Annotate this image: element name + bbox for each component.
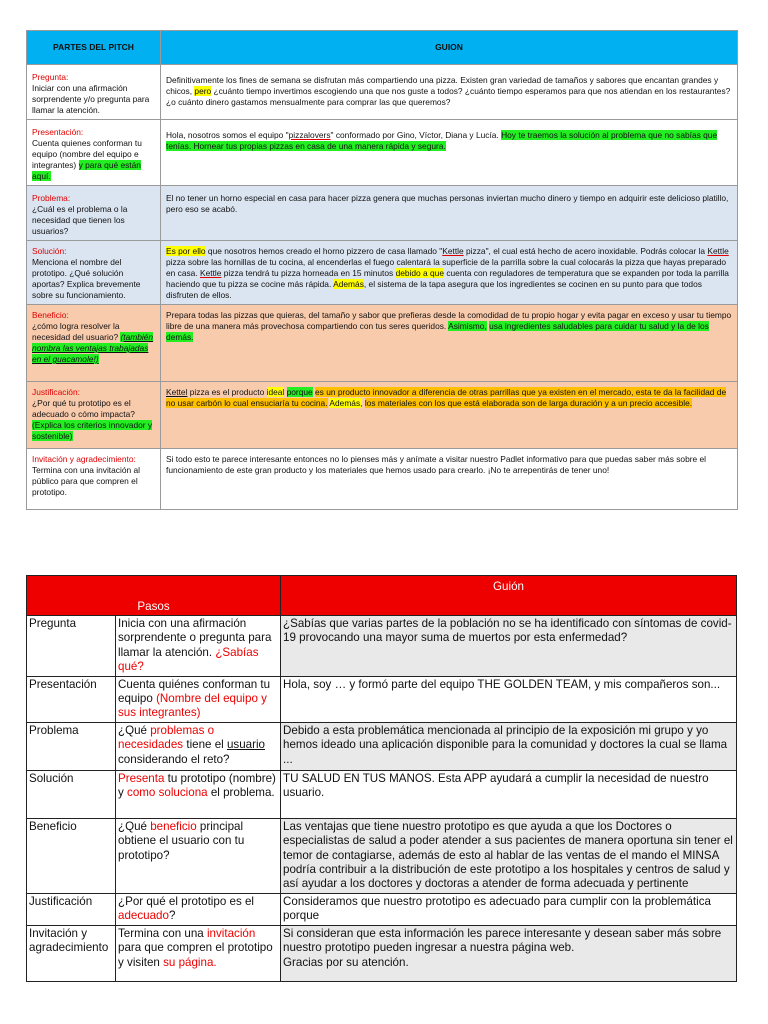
step-desc: tu prototipo (nombre) y (118, 771, 276, 800)
part-title: Invitación y agradecimiento: (32, 454, 136, 464)
table-row (27, 925, 737, 981)
part-desc-highlight: (también nombra las ventajas trabajadas en el guacamole!) (32, 332, 154, 364)
part-title: Presentación: (32, 127, 84, 137)
step-desc-cell (116, 818, 281, 893)
step-desc: ¿Por qué el prototipo es el (118, 894, 254, 908)
part-cell (27, 65, 161, 120)
step-desc: Cuenta quiénes conforman tu equipo (118, 677, 271, 706)
guion-text: pizza sobre las hornillas de tu cocina, al encenderlas el fuego calentará la superficie de la parrilla sobre la cual colocarás la pizza que hayas preparado en casa. (166, 257, 727, 278)
guion-cell (161, 120, 738, 186)
guion-cell: Debido a esta problemática mencionada al principio de la exposición mi grupo y yo hemos ideado una aplicación disponible para la comunidad y doctores la cual se llama ... (281, 722, 737, 770)
table-row (27, 305, 738, 382)
guion-text: pizza tendrá tu pizza horneada en 15 minutos (223, 268, 394, 278)
guion-cell (161, 305, 738, 382)
guion-underlined: Kettle (707, 246, 729, 256)
step-desc-red: ¿Sabías qué? (118, 645, 259, 674)
guion-text: Hola, nosotros somos el equipo " (166, 130, 289, 140)
step-desc-red: como soluciona (127, 786, 208, 800)
part-title: Beneficio: (32, 310, 69, 320)
guion-text: Definitivamente los fines de semana se disfrutan más compartiendo una pizza. Existen gran variedad de tamaños y sabores que encantan grandes y chicos, (166, 75, 719, 96)
step-desc: considerando el reto? (118, 752, 230, 766)
table-row (27, 382, 738, 449)
part-desc: ¿cómo logra resolver la necesidad del usuario? (32, 321, 120, 342)
guion-highlight: debido a que (395, 268, 444, 278)
table2-header-guion: Guión (281, 576, 737, 616)
guion-cell (161, 65, 738, 120)
guion-text: pizza es el producto (187, 387, 265, 397)
step-desc-red: su página. (163, 955, 217, 969)
part-title: Problema: (32, 193, 71, 203)
table-row (27, 616, 737, 677)
guion-underlined: Kettle (442, 246, 464, 256)
guion-underlined: pizzalovers (288, 130, 331, 140)
step-cell: Pregunta (27, 616, 116, 677)
guion-cell (161, 382, 738, 449)
guion-highlight: los materiales con los que está elaborada son de larga duración y a un precio accesible. (364, 398, 693, 408)
pitch-table-2 (26, 575, 737, 982)
guion-highlight: Además (333, 279, 364, 289)
step-desc-red: Presenta (118, 771, 165, 785)
table1-header-guion: GUION (161, 31, 738, 65)
step-desc: Inicia con una afirmación sorprendente o pregunta para llamar la atención. (118, 617, 272, 659)
guion-highlight: Hoy te traemos la solución al problema que no sabías que tenías. Hornear tus propias pizzas en casa de una manera rápida y segura. (166, 130, 718, 151)
part-title: Solución: (32, 246, 67, 256)
guion-cell (161, 241, 738, 305)
table1-header-parts: PARTES DEL PITCH (27, 31, 161, 65)
part-desc: ¿Cuál es el problema o la necesidad que tienen los usuarios? (32, 204, 128, 236)
table-row (27, 770, 737, 818)
guion-text: ¿cuánto tiempo invertimos escogiendo una que nos guste a todos? ¿cuánto tiempo esperamos para que nos atiendan en los restaurantes? ¿o cuánto dinero gastamos mensualmente para comprar las que queremos? (166, 86, 731, 107)
part-cell (27, 241, 161, 305)
step-cell: Justificación (27, 893, 116, 925)
part-desc-highlight: y para qué están aquí. (32, 160, 141, 181)
part-title: Justificación: (32, 387, 80, 397)
guion-text: " conformado por Gino, Víctor, Diana y Lucía. (330, 130, 499, 140)
step-desc-red: beneficio (150, 819, 197, 833)
guion-highlight: Es por ello (166, 246, 206, 256)
step-desc-cell (116, 893, 281, 925)
step-desc-red: invitación (206, 926, 256, 940)
guion-cell: ¿Sabías que varias partes de la población no se ha identificado con síntomas de covid-19 provocando una mayor suma de muertos por esta enfermedad? (281, 616, 737, 677)
part-desc: Termina con una invitación al público para que compren el prototipo. (32, 465, 141, 497)
part-desc: Cuenta quienes conforman tu equipo (nombre del equipo e integrantes) (32, 138, 142, 170)
table-row (27, 120, 738, 186)
part-cell (27, 120, 161, 186)
table2-header-pasos: Pasos (27, 576, 281, 616)
guion-highlight: Además, (329, 398, 363, 408)
guion-cell (281, 925, 737, 981)
guion-text: Gracias por su atención. (283, 955, 409, 969)
part-desc: Menciona el nombre del prototipo. ¿Qué solución aportas? Explica brevemente sobre su funcionamiento. (32, 257, 141, 300)
step-desc: ¿Qué (118, 819, 147, 833)
guion-text: Si todo esto te parece interesante entonces no lo pienses más y anímate a visitar nuestro Padlet informativo para que puedas saber más sobre el funcionamiento de este gran producto y los materiales que hemos usado para crearlo. ¡No te arrepentirás de tener uno! (166, 454, 707, 475)
part-desc-highlight: (Explica los criterios innovador y sostenible) (32, 420, 153, 441)
guion-highlight: porque (286, 387, 313, 397)
guion-text: , el sistema de la tapa asegura que los ingredientes se cocinen en su punto para que todos disfruten de ellos. (166, 279, 702, 300)
table-row (27, 893, 737, 925)
guion-highlight: Asimismo, (448, 321, 487, 331)
table-row (27, 676, 737, 722)
guion-text: pizza", el cual está hecho de acero inoxidable. Podrás colocar la (463, 246, 706, 256)
step-desc-underlined: usuario (226, 738, 265, 752)
step-cell: Invitación y agradecimiento (27, 925, 116, 981)
step-cell: Presentación (27, 676, 116, 722)
step-desc: ? (168, 909, 176, 923)
part-cell (27, 382, 161, 449)
step-cell: Beneficio (27, 818, 116, 893)
step-cell: Problema (27, 722, 116, 770)
guion-text: El no tener un horno especial en casa para hacer pizza genera que muchas personas inviertan mucho dinero y tiempo en adquirir este delicioso platillo, pero eso se acabó. (166, 193, 729, 214)
part-cell (27, 449, 161, 510)
guion-underlined: Kettel (166, 387, 188, 397)
table1-header-row (27, 31, 738, 65)
table-row (27, 722, 737, 770)
step-desc: tiene el (186, 738, 224, 752)
guion-cell: Hola, soy … y formó parte del equipo THE GOLDEN TEAM, y mis compañeros son... (281, 676, 737, 722)
part-desc: ¿Por qué tu prototipo es el adecuado o cómo impacta? (32, 398, 135, 419)
table-row (27, 449, 738, 510)
step-cell: Solución (27, 770, 116, 818)
part-title: Pregunta: (32, 72, 69, 82)
table-row (27, 818, 737, 893)
table-row (27, 241, 738, 305)
step-desc-red: problemas o necesidades (118, 723, 215, 752)
step-desc-cell (116, 925, 281, 981)
step-desc-red: adecuado (118, 909, 169, 923)
guion-text: que nosotros hemos creado el horno pizzero de casa llamado " (207, 246, 443, 256)
step-desc-cell (116, 676, 281, 722)
part-cell (27, 186, 161, 241)
part-cell (27, 305, 161, 382)
table2-header-row (27, 576, 737, 616)
step-desc-red: (Nombre del equipo y sus integrantes) (118, 692, 267, 720)
guion-text: Prepara todas las pizzas que quieras, del tamaño y sabor que prefieras desde la comodidad de tu propio hogar y evita pagar en exceso y usar tu tiempo libre de una manera más provechosa compartiendo con tus seres queridos. (166, 310, 732, 331)
step-desc-cell (116, 722, 281, 770)
guion-highlight: usa ingredientes saludables para cuidar tu salud y la de los demás. (166, 321, 709, 342)
step-desc: Termina con una (118, 926, 204, 940)
table-row (27, 65, 738, 120)
part-desc: Iniciar con una afirmación sorprendente y/o pregunta para llamar la atención. (32, 83, 150, 115)
guion-text: Si consideran que esta información les parece interesante y desean saber más sobre nuestro prototipo pueden ingresar a nuestra página web. (283, 926, 722, 955)
guion-cell: Consideramos que nuestro prototipo es adecuado para cumplir con la problemática porque (281, 893, 737, 925)
guion-cell (161, 449, 738, 510)
guion-cell: TU SALUD EN TUS MANOS. Esta APP ayudará a cumplir la necesidad de nuestro usuario. (281, 770, 737, 818)
guion-highlight: ideal (266, 387, 285, 397)
guion-cell (161, 186, 738, 241)
guion-highlight: es un producto innovador a diferencia de otras parrillas que ya existen en el mercado, esta te da la facilidad de no usar carbón lo cual ensuciaría tu cocina. (166, 387, 727, 408)
guion-underlined: Kettle (200, 268, 222, 278)
step-desc: el problema. (210, 786, 275, 800)
step-desc: para que compren el prototipo y visiten (118, 941, 273, 969)
pitch-table-1 (26, 30, 738, 510)
table-row (27, 186, 738, 241)
guion-highlight: pero (194, 86, 212, 96)
step-desc: principal obtiene el usuario con tu prototipo? (118, 819, 245, 862)
guion-text: cuenta con reguladores de temperatura que se expanden por toda la parrilla haciendo que tu pizza se cocine más rápida. (166, 268, 729, 289)
step-desc-cell (116, 770, 281, 818)
step-desc: ¿Qué (118, 723, 147, 737)
step-desc-cell (116, 616, 281, 677)
guion-cell: Las ventajas que tiene nuestro prototipo es que ayuda a que los Doctores o especialistas de salud a poder atender a sus pacientes de manera oportuna sin tener el temor de contagiarse, además de esto al hablar de las ventas de el mando el MINSA podría contribuir a la distribución de este prototipo a los hospitales y centros de salud y así ayudar a los doctores y doctoras a atender de forma adecuada y pertinente (281, 818, 737, 893)
